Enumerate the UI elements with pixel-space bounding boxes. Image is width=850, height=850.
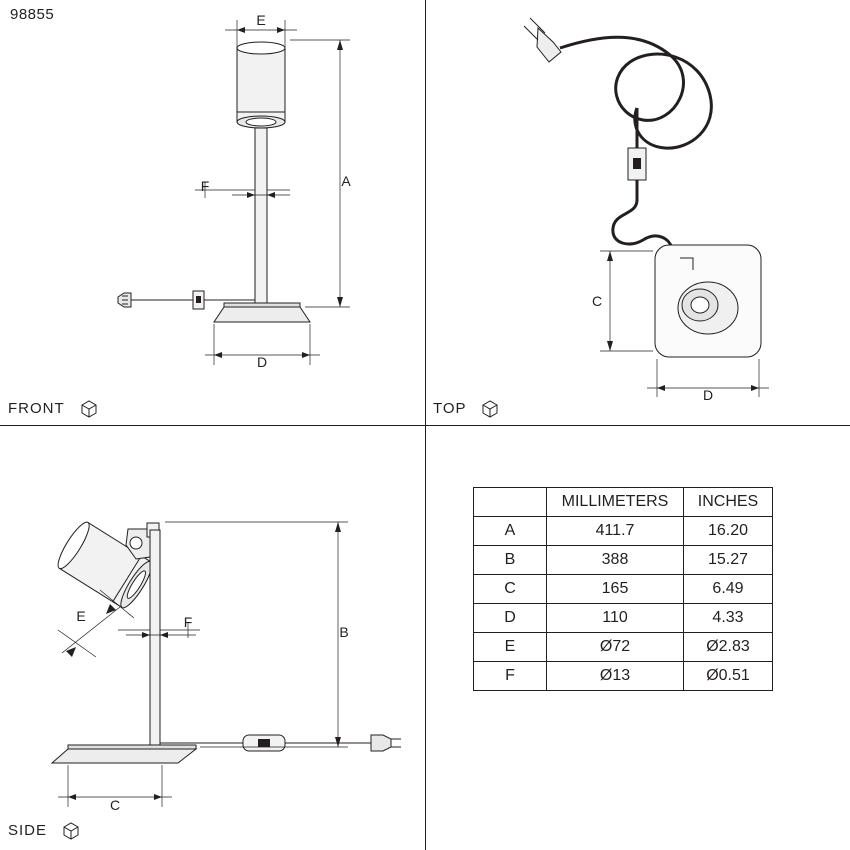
dim-label-A-front: A: [341, 173, 351, 189]
dim-label-D-top: D: [702, 387, 714, 403]
front-view-drawing: [0, 0, 425, 425]
view-label-side-text: SIDE: [8, 821, 48, 839]
table-header-millimeters: MILLIMETERS: [547, 488, 684, 517]
row-mm: 388: [547, 546, 684, 575]
dim-label-D-front: D: [256, 354, 268, 370]
dim-label-B-side: B: [339, 624, 349, 640]
row-mm: Ø72: [547, 633, 684, 662]
cube-icon: [78, 398, 100, 420]
dim-label-E-side: E: [76, 608, 86, 624]
dim-label-C-top: C: [591, 293, 603, 309]
row-label: F: [474, 662, 547, 691]
dim-label-C-side: C: [109, 797, 121, 813]
row-in: 16.20: [684, 517, 773, 546]
row-label: C: [474, 575, 547, 604]
dim-label-F-side: F: [183, 614, 193, 630]
row-mm: 110: [547, 604, 684, 633]
view-label-side: [8, 820, 82, 842]
top-view-drawing: [425, 0, 850, 425]
table-row: [474, 662, 773, 691]
dimension-table: [473, 487, 773, 691]
dim-label-F-front: F: [200, 178, 210, 194]
row-in: 6.49: [684, 575, 773, 604]
side-view-drawing: [0, 425, 425, 850]
view-label-front: [8, 398, 100, 420]
table-header-row: [474, 488, 773, 517]
table-row: [474, 633, 773, 662]
table-row: [474, 546, 773, 575]
cube-icon: [479, 398, 501, 420]
row-in: Ø0.51: [684, 662, 773, 691]
view-label-front-text: FRONT: [8, 399, 65, 417]
table-row: [474, 575, 773, 604]
row-mm: 165: [547, 575, 684, 604]
dim-label-E-front: E: [256, 12, 266, 28]
row-label: A: [474, 517, 547, 546]
model-number: 98855: [10, 6, 55, 23]
row-in: 4.33: [684, 604, 773, 633]
row-in: 15.27: [684, 546, 773, 575]
view-label-top-text: TOP: [433, 399, 467, 417]
view-label-top: [433, 398, 501, 420]
row-label: B: [474, 546, 547, 575]
row-label: D: [474, 604, 547, 633]
cube-icon: [60, 820, 82, 842]
row-mm: 411.7: [547, 517, 684, 546]
row-mm: Ø13: [547, 662, 684, 691]
front-view: [0, 0, 425, 425]
table-row: [474, 517, 773, 546]
table-header-blank: [474, 488, 547, 517]
table-row: [474, 604, 773, 633]
row-in: Ø2.83: [684, 633, 773, 662]
table-header-inches: INCHES: [684, 488, 773, 517]
row-label: E: [474, 633, 547, 662]
top-view: [425, 0, 850, 425]
side-view: [0, 425, 425, 850]
